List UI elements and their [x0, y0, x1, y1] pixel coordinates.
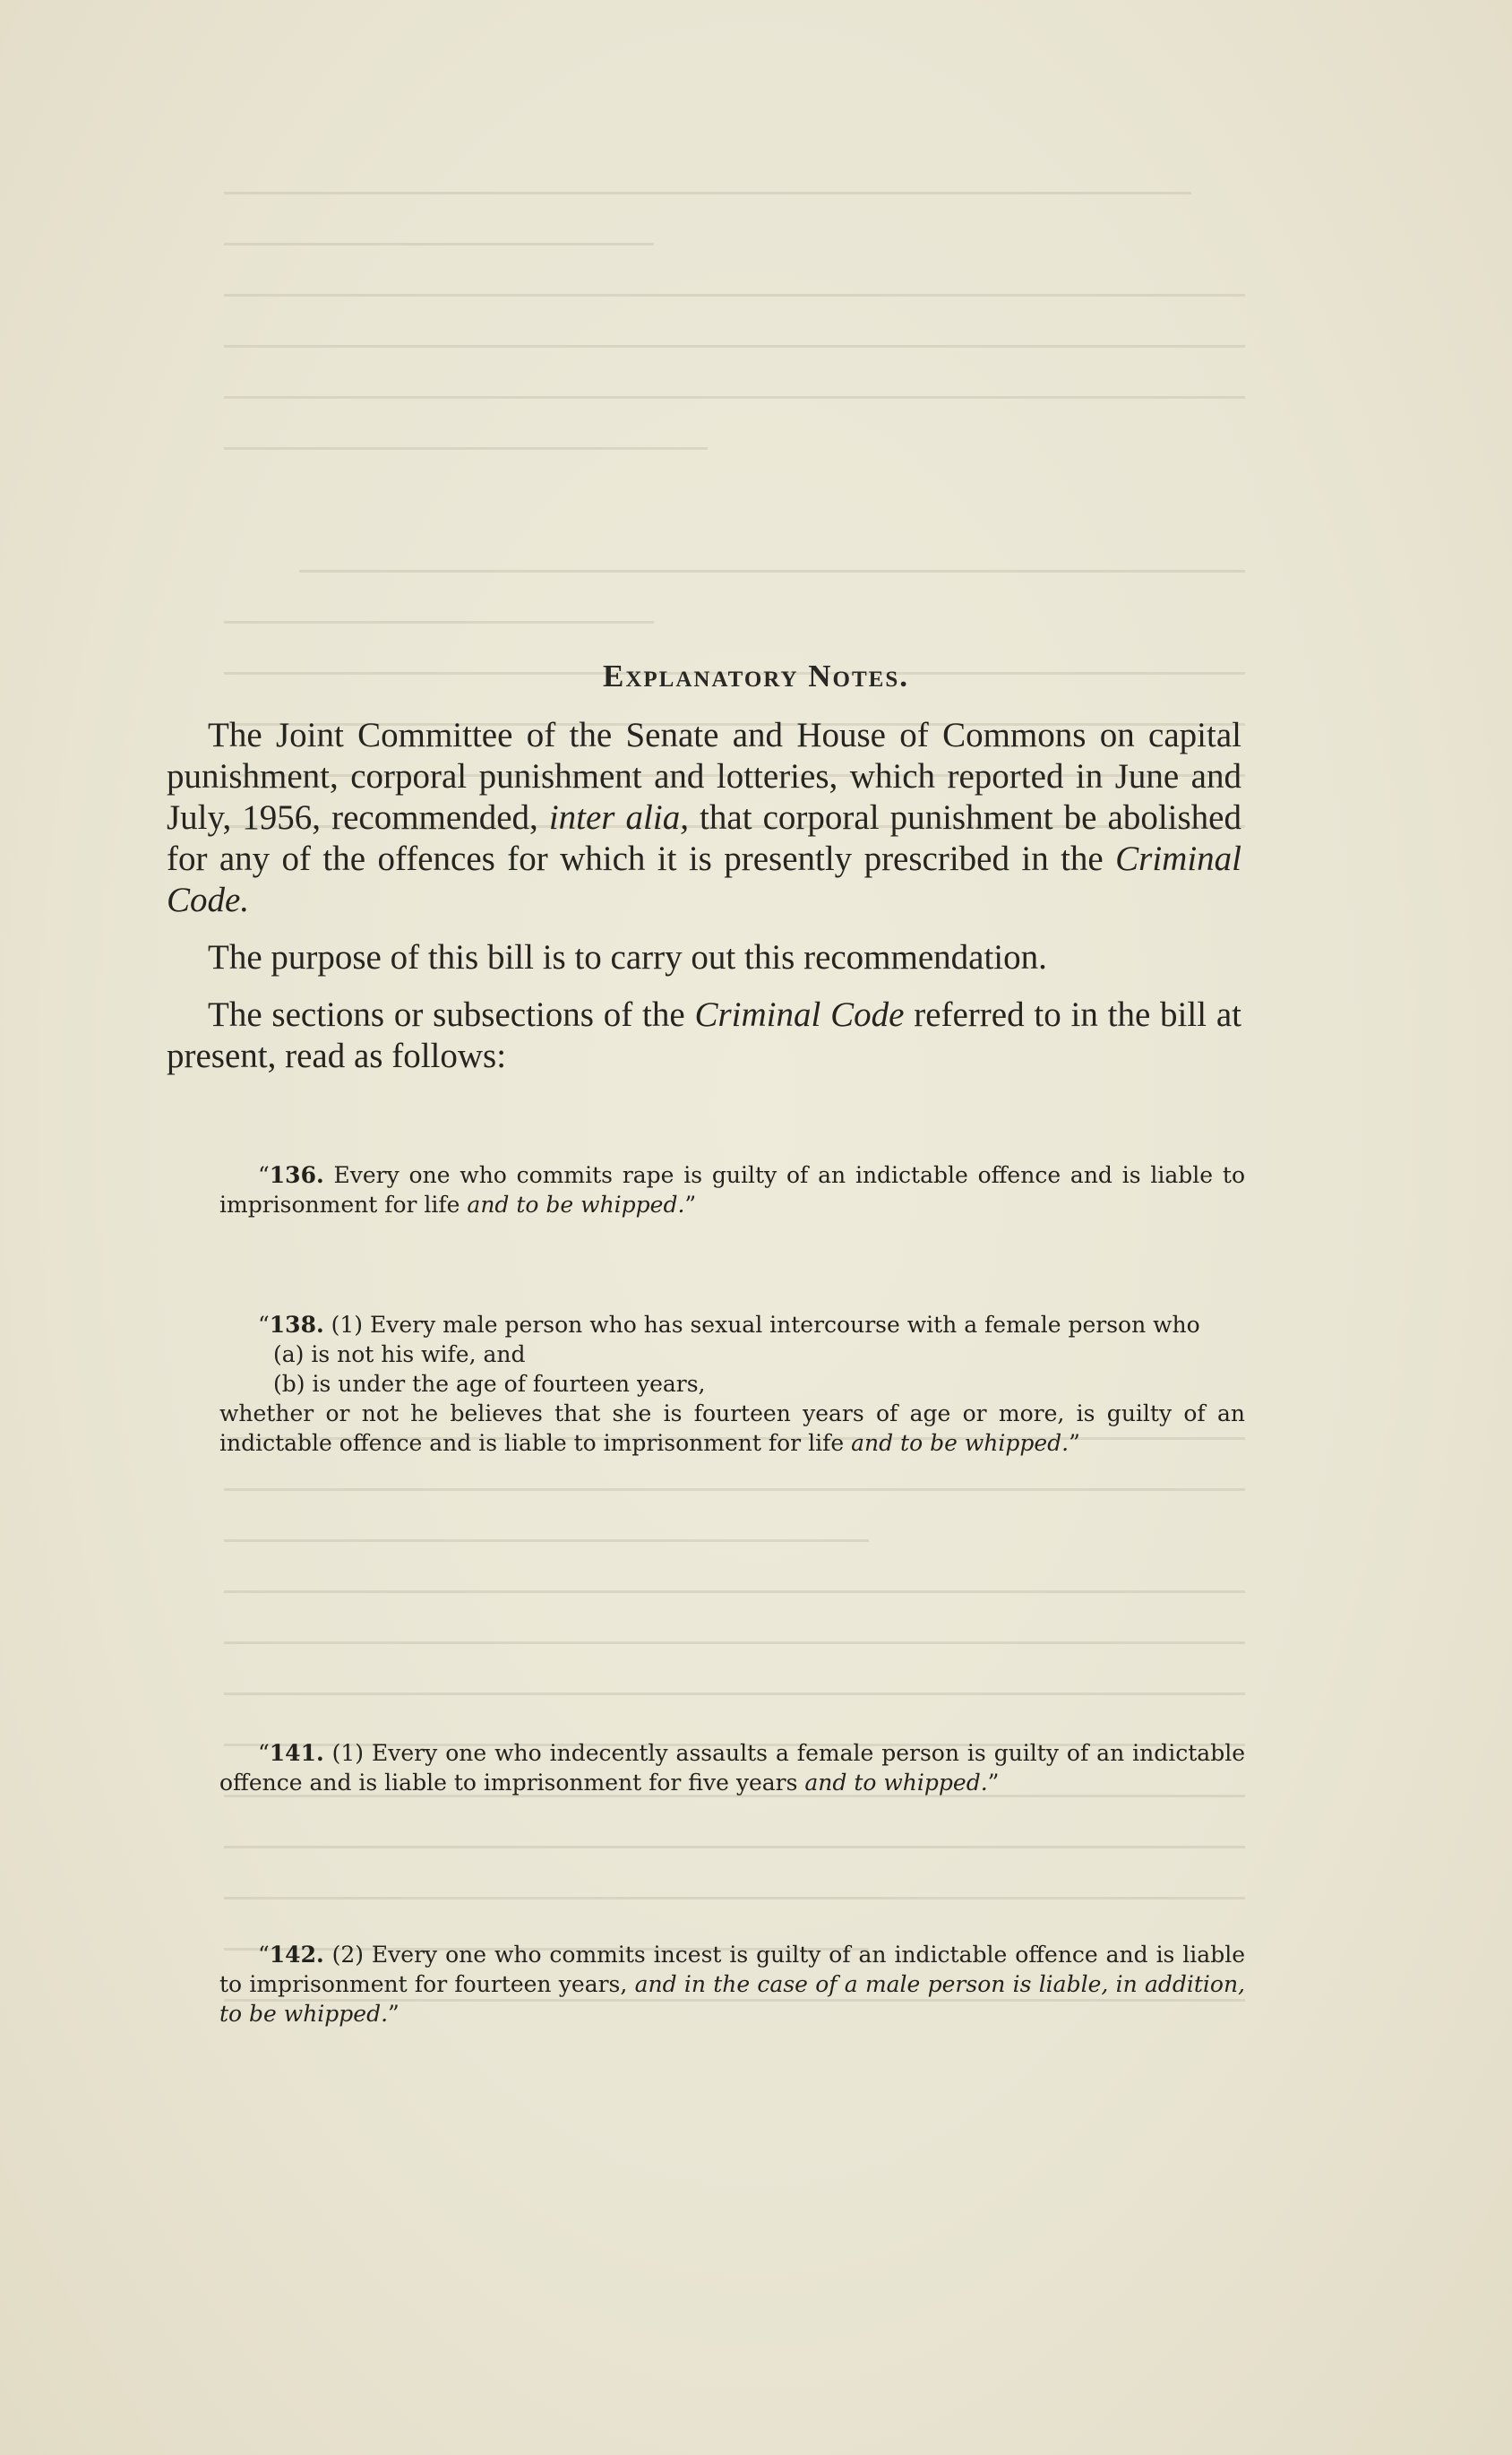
clause-a: (a) is not his wife, and: [273, 1341, 526, 1367]
paragraph-sections: The sections or subsections of the Criminal Code referred to in the bill at present, read as follows:: [167, 995, 1241, 1075]
paragraph-committee: The Joint Committee of the Senate and House of Commons on capital punishment, corporal punishment and lotteries, which reported in June and July, 1956, recommended, inter alia, that corporal punishment be abolished for any of the offences for which it is presently prescribed in the Criminal Code.: [167, 716, 1241, 919]
clause-b: (b) is under the age of fourteen years,: [273, 1371, 706, 1397]
quote-section-138: “138. (1) Every male person who has sexual intercourse with a female person who (a) is not his wife, and (b) is under the age of fourteen years, whether or not he believes that she is fourteen years of age or more, is guilty of an indictable offence and is liable to imprisonment for life and to be whipped.”: [219, 1312, 1245, 1456]
quote-section-142: “142. (2) Every one who commits incest is guilty of an indictable offence and is liable to imprisonment for fourteen years, and in the case of a male person is liable, in addition, to be whipped.”: [219, 1942, 1245, 2027]
quote-section-141: “141. (1) Every one who indecently assaults a female person is guilty of an indictable offence and is liable to imprisonment for five years and to whipped.”: [219, 1740, 1245, 1796]
paragraph-purpose: The purpose of this bill is to carry out this recommendation.: [208, 938, 1047, 977]
explanatory-body: [167, 715, 1241, 1077]
page-heading: Explanatory Notes.: [602, 659, 910, 694]
quote-section-136: “136. Every one who commits rape is guilty of an indictable offence and is liable to imprisonment for life and to be whipped.”: [219, 1162, 1245, 1218]
